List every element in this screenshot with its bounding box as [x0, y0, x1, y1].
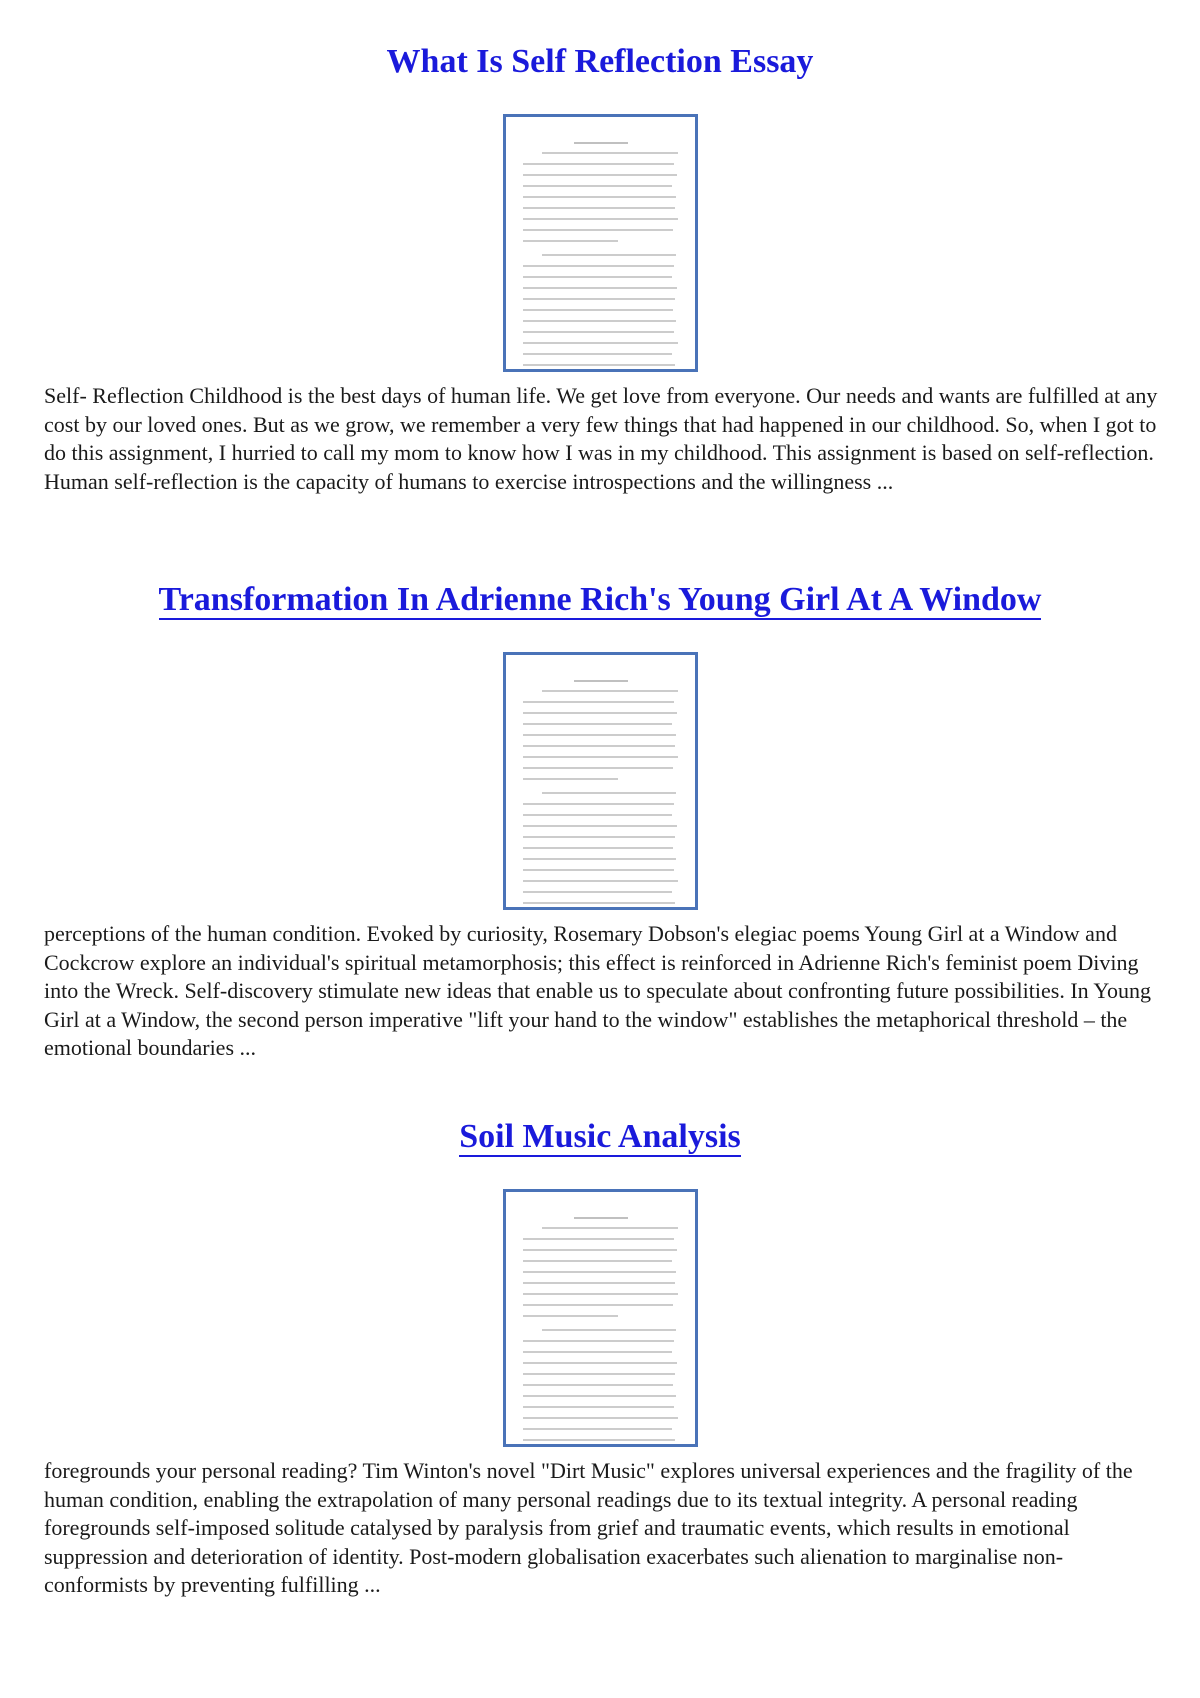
- document-thumbnail[interactable]: [503, 114, 698, 372]
- entry-excerpt: perceptions of the human condition. Evoked by curiosity, Rosemary Dobson's elegiac poems Young Girl at a Window and Cockcrow explore an individual's spiritual metamorphosis; this effect is reinforced in Adrienne Rich's feminist poem Diving into the Wreck. Self-discovery stimulate new ideas that enable us to speculate about confronting future possibilities. In Young Girl at a Window, the second person imperative "lift your hand to the window" establishes the metaphorical threshold – the emotional boundaries ...: [44, 921, 1152, 1060]
- entry-title: [0, 42, 1200, 84]
- entry-excerpt: Self- Reflection Childhood is the best days of human life. We get love from everyone. Our needs and wants are fulfilled at any cost by our loved ones. But as we grow, we remember a very few things that had happened in our childhood. So, when I got to do this assignment, I hurried to call my mom to know how I was in my childhood. This assignment is based on self-reflection. Human self-reflection is the capacity of humans to exercise introspections and the willingness ...: [44, 383, 1158, 494]
- thumbnail-area: [0, 114, 1200, 376]
- document-preview-icon: [506, 655, 695, 907]
- essay-entry: [0, 580, 1200, 1063]
- document-preview-icon: [506, 117, 695, 369]
- thumbnail-area: [0, 1189, 1200, 1451]
- essay-entry: [0, 42, 1200, 496]
- entry-excerpt: foregrounds your personal reading? Tim Winton's novel "Dirt Music" explores universal experiences and the fragility of the human condition, enabling the extrapolation of many personal readings due to its textual integrity. A personal reading foregrounds self-imposed solitude catalysed by paralysis from grief and traumatic events, which results in emotional suppression and deterioration of identity. Post-modern globalisation exacerbates such alienation to marginalise non-conformists by preventing fulfilling ...: [44, 1458, 1133, 1597]
- entry-title: [0, 580, 1200, 622]
- entry-title-link[interactable]: What Is Self Reflection Essay: [386, 43, 814, 80]
- essay-entry: [0, 1117, 1200, 1600]
- entry-title-link[interactable]: Transformation In Adrienne Rich's Young Girl At A Window: [158, 581, 1042, 618]
- document-preview-icon: [506, 1192, 695, 1444]
- document-thumbnail[interactable]: [503, 1189, 698, 1447]
- entry-title-link[interactable]: Soil Music Analysis: [459, 1118, 741, 1155]
- thumbnail-area: [0, 652, 1200, 914]
- entry-title: [0, 1117, 1200, 1159]
- document-thumbnail[interactable]: [503, 652, 698, 910]
